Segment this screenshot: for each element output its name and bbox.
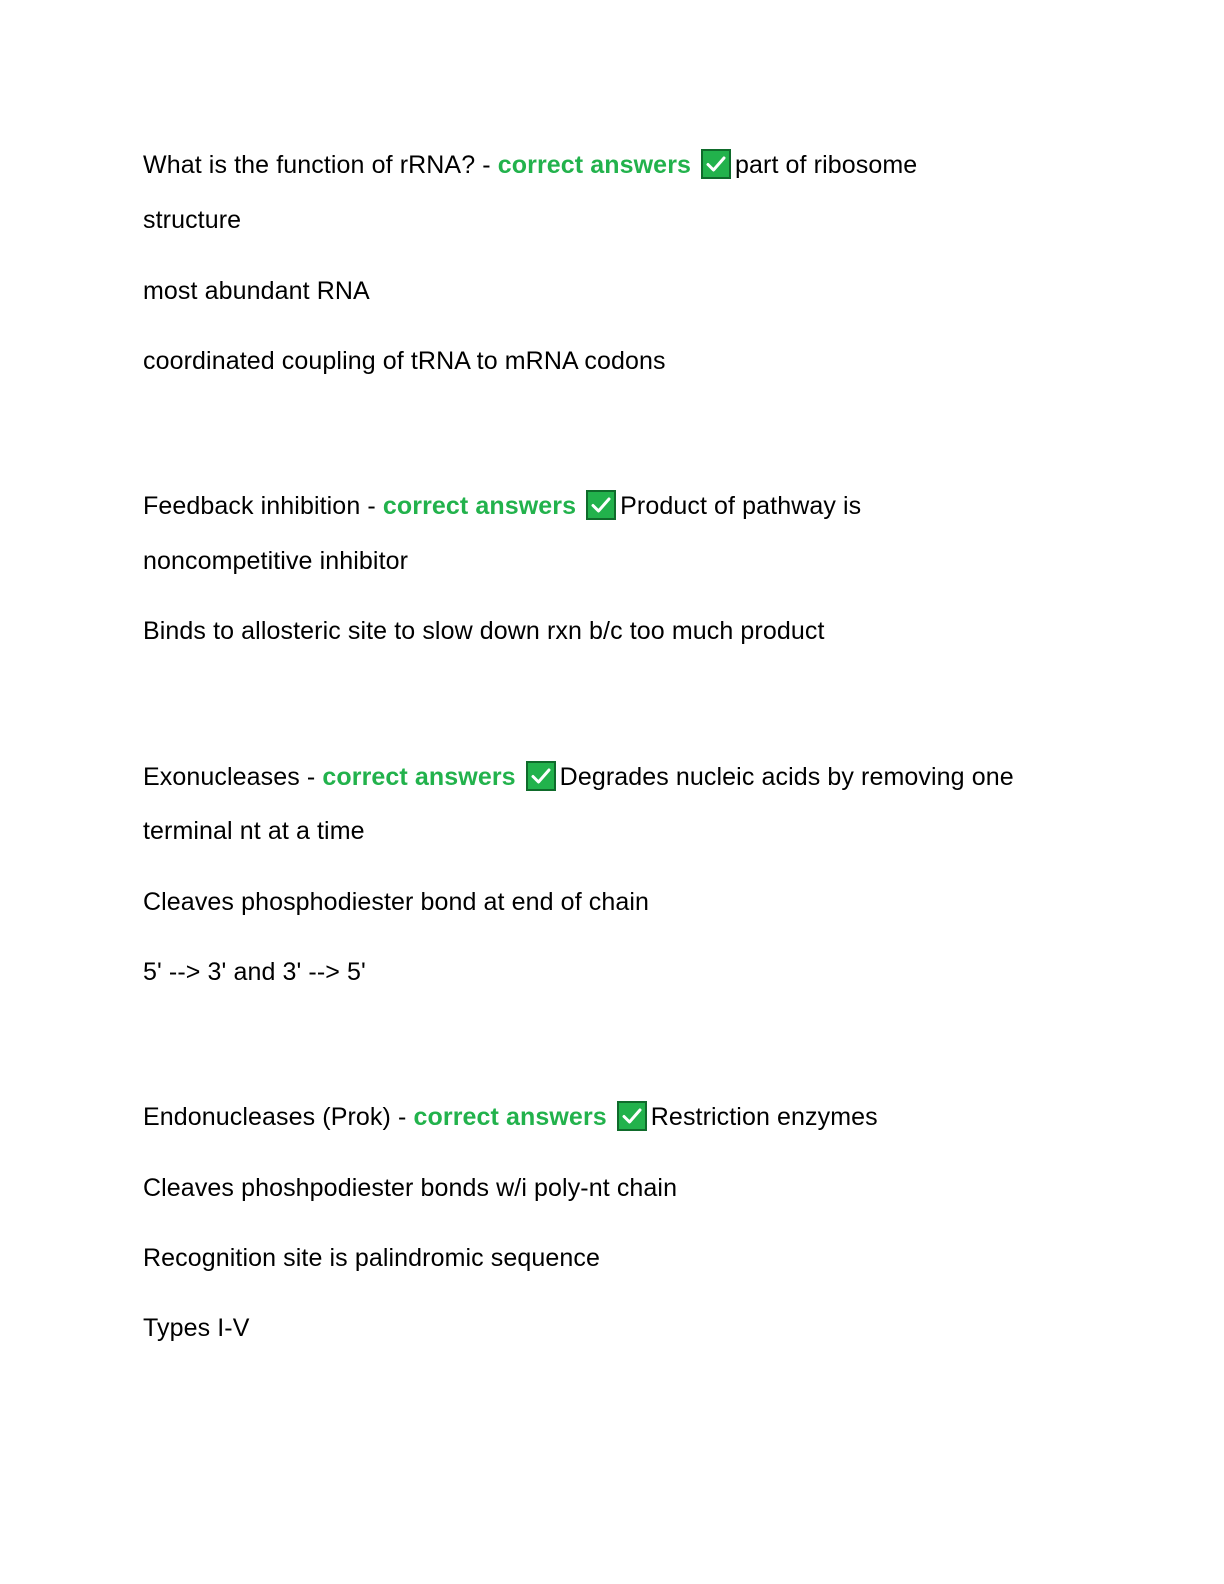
card-1-question: What is the function of rRNA? (143, 151, 476, 179)
card-3-heading (143, 761, 1014, 792)
card-2-line-2: Binds to allosteric site to slow down rxn b/c too much product (143, 617, 825, 645)
card-4-heading (143, 1101, 878, 1132)
card-1-answer-first: part of ribosome (735, 151, 918, 179)
card-3-correct-label: correct answers (322, 763, 516, 791)
card-2-answer-first: Product of pathway is (620, 492, 862, 520)
card-4-line-1: Cleaves phoshpodiester bonds w/i poly-nt chain (143, 1174, 678, 1202)
check-mark-icon (586, 490, 616, 520)
card-1-correct-label: correct answers (497, 151, 692, 179)
check-mark-icon (701, 149, 731, 179)
card-1-line-1: structure (143, 206, 242, 234)
card-2-heading (143, 490, 861, 521)
card-4-line-3: Types I-V (143, 1314, 250, 1342)
card-4-line-2: Recognition site is palindromic sequence (143, 1244, 601, 1272)
card-2-correct-label: correct answers (382, 492, 577, 520)
card-2-line-1: noncompetitive inhibitor (143, 547, 409, 575)
card-1-heading (143, 149, 917, 180)
card-3-line-3: 5' --> 3' and 3' --> 5' (143, 958, 366, 986)
card-3-separator: - (299, 763, 323, 791)
card-1-line-3: coordinated coupling of tRNA to mRNA codons (143, 347, 666, 375)
card-4-question: Endonucleases (Prok) (143, 1103, 391, 1131)
card-3-line-1: terminal nt at a time (143, 817, 365, 845)
card-3-question: Exonucleases (143, 763, 300, 791)
card-4-correct-label: correct answers (413, 1103, 607, 1131)
check-mark-icon (617, 1101, 647, 1131)
card-2-question: Feedback inhibition (143, 492, 361, 520)
card-3-line-2: Cleaves phosphodiester bond at end of chain (143, 888, 650, 916)
card-4-separator: - (390, 1103, 414, 1131)
check-mark-icon (526, 761, 556, 791)
card-2-separator: - (360, 492, 383, 520)
card-4-answer-first: Restriction enzymes (650, 1103, 878, 1131)
card-1-separator: - (475, 151, 498, 179)
card-3-answer-first: Degrades nucleic acids by removing one (559, 763, 1014, 791)
card-1-line-2: most abundant RNA (143, 277, 370, 305)
